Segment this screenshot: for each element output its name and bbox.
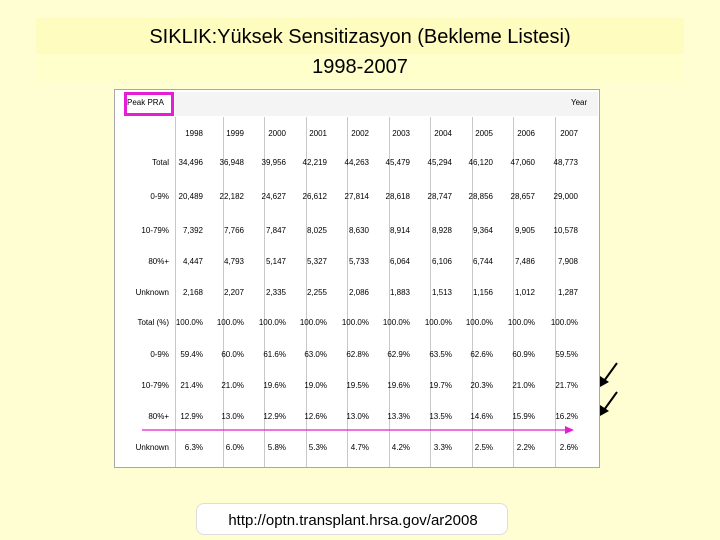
table-cell: 44,263 <box>344 158 369 167</box>
row-label: Total <box>152 158 169 167</box>
table-cell: 6,744 <box>472 257 493 266</box>
table-cell: 4,447 <box>182 257 203 266</box>
table-cell: 21.0% <box>512 381 535 390</box>
table-cell: 63.5% <box>429 350 452 359</box>
table-cell: 5,733 <box>348 257 369 266</box>
table-cell: 39,956 <box>261 158 286 167</box>
year-group-label: Year <box>571 98 588 107</box>
year-header: 1999 <box>226 129 244 138</box>
row-label: Unknown <box>135 443 169 452</box>
table-cell: 100.0% <box>258 318 286 327</box>
table-cell: 60.9% <box>512 350 535 359</box>
table-cell: 1,287 <box>557 288 578 297</box>
table-cell: 3.3% <box>433 443 452 452</box>
table-cell: 63.0% <box>304 350 327 359</box>
table-cell: 6,106 <box>431 257 452 266</box>
table-cell: 100.0% <box>382 318 410 327</box>
table-cell: 21.4% <box>180 381 203 390</box>
table-cell: 100.0% <box>424 318 452 327</box>
table-cell: 100.0% <box>550 318 578 327</box>
table-cell: 4.2% <box>391 443 410 452</box>
table-cell: 19.5% <box>346 381 369 390</box>
table-cell: 7,766 <box>223 226 244 235</box>
table-cell: 100.0% <box>299 318 327 327</box>
table-cell: 7,908 <box>557 257 578 266</box>
table-cell: 6.3% <box>184 443 203 452</box>
table-cell: 62.8% <box>346 350 369 359</box>
table-cell: 28,856 <box>468 192 493 201</box>
table-cell: 1,513 <box>431 288 452 297</box>
table-cell: 10,578 <box>553 226 578 235</box>
table-cell: 7,486 <box>514 257 535 266</box>
table-cell: 19.6% <box>387 381 410 390</box>
table-cell: 13.0% <box>346 412 369 421</box>
table-cell: 2,335 <box>265 288 286 297</box>
table-cell: 13.0% <box>221 412 244 421</box>
table-cell: 12.9% <box>263 412 286 421</box>
table-cell: 28,747 <box>427 192 452 201</box>
year-header: 2002 <box>351 129 369 138</box>
table-cell: 21.7% <box>555 381 578 390</box>
table-cell: 61.6% <box>263 350 286 359</box>
source-url: http://optn.transplant.hrsa.gov/ar2008 <box>228 512 478 529</box>
year-header: 2000 <box>268 129 286 138</box>
table-cell: 2.5% <box>474 443 493 452</box>
row-label: 0-9% <box>150 350 169 359</box>
table-cell: 9,364 <box>472 226 493 235</box>
table-cell: 2,086 <box>348 288 369 297</box>
table-cell: 59.4% <box>180 350 203 359</box>
table-cell: 2,207 <box>223 288 244 297</box>
row-label: Total (%) <box>137 318 169 327</box>
year-header: 2005 <box>475 129 493 138</box>
table-cell: 59.5% <box>555 350 578 359</box>
year-header: 2007 <box>560 129 578 138</box>
table-cell: 12.9% <box>180 412 203 421</box>
arrow-icon-10-79 <box>600 363 617 387</box>
table-cell: 7,392 <box>182 226 203 235</box>
table-cell: 34,496 <box>178 158 203 167</box>
table-cell: 62.9% <box>387 350 410 359</box>
year-header: 1998 <box>185 129 203 138</box>
year-header: 2001 <box>309 129 327 138</box>
table-cell: 5.8% <box>267 443 286 452</box>
row-label: 80%+ <box>148 257 169 266</box>
table-cell: 19.6% <box>263 381 286 390</box>
table-cell: 19.7% <box>429 381 452 390</box>
table-cell: 48,773 <box>553 158 578 167</box>
row-label: 80%+ <box>148 412 169 421</box>
table-cell: 7,847 <box>265 226 286 235</box>
table-cell: 8,025 <box>306 226 327 235</box>
table-cell: 46,120 <box>468 158 493 167</box>
table-cell: 5.3% <box>308 443 327 452</box>
table-cell: 62.6% <box>470 350 493 359</box>
table-cell: 29,000 <box>553 192 578 201</box>
arrow-icon-80plus <box>600 392 617 416</box>
table-cell: 5,147 <box>265 257 286 266</box>
source-url-box <box>196 503 508 535</box>
table-cell: 1,883 <box>389 288 410 297</box>
table-cell: 5,327 <box>306 257 327 266</box>
table-cell: 2.2% <box>516 443 535 452</box>
table-cell: 47,060 <box>510 158 535 167</box>
table-cell: 13.5% <box>429 412 452 421</box>
table-cell: 19.0% <box>304 381 327 390</box>
year-header: 2004 <box>434 129 452 138</box>
row-label: Unknown <box>135 288 169 297</box>
table-cell: 36,948 <box>219 158 244 167</box>
table-cell: 16.2% <box>555 412 578 421</box>
table-cell: 6.0% <box>225 443 244 452</box>
table-cell: 26,612 <box>302 192 327 201</box>
table-cell: 15.9% <box>512 412 535 421</box>
table-cell: 9,905 <box>514 226 535 235</box>
table-cell: 2.6% <box>559 443 578 452</box>
table-cell: 100.0% <box>507 318 535 327</box>
table-cell: 20.3% <box>470 381 493 390</box>
slide-title: SIKLIK:Yüksek Sensitizasyon (Bekleme Listesi) <box>149 26 571 48</box>
trend-arrow-head <box>565 426 574 434</box>
year-header: 2003 <box>392 129 410 138</box>
year-header: 2006 <box>517 129 535 138</box>
table-cell: 1,012 <box>514 288 535 297</box>
table-cell: 28,618 <box>385 192 410 201</box>
table-cell: 2,255 <box>306 288 327 297</box>
table-cell: 100.0% <box>341 318 369 327</box>
table-cell: 14.6% <box>470 412 493 421</box>
row-label: 0-9% <box>150 192 169 201</box>
table-cell: 8,914 <box>389 226 410 235</box>
table-cell: 60.0% <box>221 350 244 359</box>
table-cell: 2,168 <box>182 288 203 297</box>
table-cell: 6,064 <box>389 257 410 266</box>
table-cell: 1,156 <box>472 288 493 297</box>
table-cell: 42,219 <box>302 158 327 167</box>
table-cell: 100.0% <box>465 318 493 327</box>
row-label: 10-79% <box>141 381 169 390</box>
table-cell: 100.0% <box>175 318 203 327</box>
table-cell: 13.3% <box>387 412 410 421</box>
table-cell: 8,928 <box>431 226 452 235</box>
table-cell: 45,294 <box>427 158 452 167</box>
table-cell: 4,793 <box>223 257 244 266</box>
table-cell: 24,627 <box>261 192 286 201</box>
table-cell: 27,814 <box>344 192 369 201</box>
table-cell: 12.6% <box>304 412 327 421</box>
slide-subtitle-years: 1998-2007 <box>312 56 408 78</box>
table-cell: 4.7% <box>350 443 369 452</box>
table-cell: 45,479 <box>385 158 410 167</box>
row-label: 10-79% <box>141 226 169 235</box>
table-cell: 100.0% <box>216 318 244 327</box>
table-cell: 22,182 <box>219 192 244 201</box>
peak-pra-label: Peak PRA <box>127 98 164 107</box>
table-cell: 20,489 <box>178 192 203 201</box>
table-cell: 28,657 <box>510 192 535 201</box>
table-cell: 8,630 <box>348 226 369 235</box>
table-cell: 21.0% <box>221 381 244 390</box>
